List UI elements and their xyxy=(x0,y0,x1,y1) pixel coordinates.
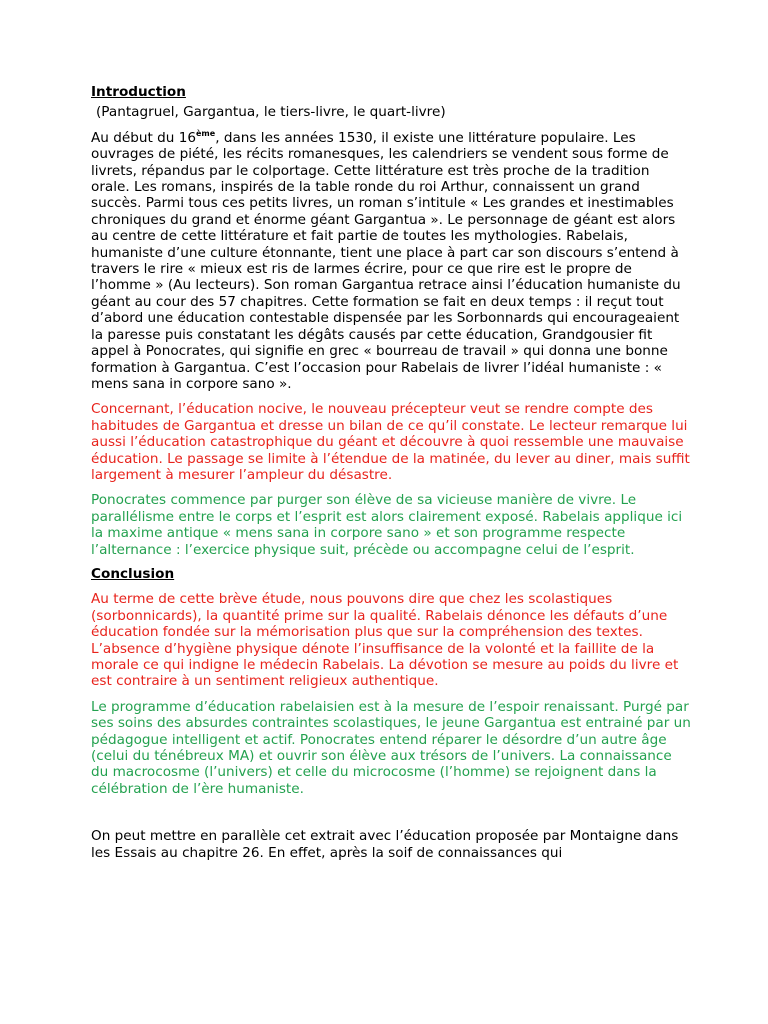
introduction-heading: Introduction xyxy=(91,84,186,100)
paragraph-text-start: Au début du 16 xyxy=(91,129,196,146)
green-paragraph-ponocrates: Ponocrates commence par purger son élève de sa vicieuse manière de vivre. Le parallélisme entre le corps et l’esprit est alors clairement exposé. Rabelais applique ici la maxime antique « mens sana in corpore sano » et son programme respecte l’alternance : l’exercice physique suit, précède ou accompagne celui de l’esprit. xyxy=(91,492,683,558)
conclusion-heading: Conclusion xyxy=(91,565,175,582)
superscript-eme: ème xyxy=(196,128,216,138)
final-paragraph-montaigne: On peut mettre en parallèle cet extrait avec l’éducation proposée par Montaigne dans les Essais au chapitre 26. En effet, après la soif de connaissances qui xyxy=(91,828,679,861)
introduction-paragraph xyxy=(91,130,691,393)
paragraph-text-rest: , dans les années 1530, il existe une littérature populaire. Les ouvrages de piété, les récits romanesques, les calendriers se vendent sous forme de livrets, répandus par le colportage. Cette littérature est très proche de la tradition orale. Les romans, inspirés de la table ronde du roi Arthur, connaissent un grand succès. Parmi tous ces petits livres, un roman s’intitule « Les grandes et inestimables chroniques du grand et énorme géant Gargantua ». Le personnage de géant est alors au centre de cette littérature et fait partie de toutes les mythologies. Rabelais, humaniste d’une culture étonnante, tient une place à part car son discours s’entend à travers le rire « mieux est ris de larmes écrire, pour ce que rire est le propre de l’homme » (Au lecteurs). Son roman Gargantua retrace ainsi l’éducation humaniste du géant au cour des 57 chapitres. Cette formation se fait en deux temps : il reçut tout d’abord une éducation contestable dispensée par les Sorbonnards qui encourageaient la paresse puis constatant les dégâts causés par cette éducation, Grandgousier fit appel à Ponocrates, qui signifie en grec « bourreau de travail » qui donna une bonne formation à Gargantua. C’est l’occasion pour Rabelais de livrer l’idéal humaniste : « mens sana in corpore sano ». xyxy=(91,129,681,392)
green-paragraph-conclusion: Le programme d’éducation rabelaisien est à la mesure de l’espoir renaissant. Purgé par ses soins des absurdes contraintes scolastiques, le jeune Gargantua est entrainé par un pédagogue intelligent et actif. Ponocrates entend réparer le désordre d’un autre âge (celui du ténébreux MA) et ouvrir son élève aux trésors de l’univers. La connaissance du macrocosme (l’univers) et celle du microcosme (l’homme) se rejoignent dans la célébration de l’ère humaniste. xyxy=(91,698,691,797)
introduction-subtitle: (Pantagruel, Gargantua, le tiers-livre, le quart-livre) xyxy=(96,104,446,121)
document-page xyxy=(91,84,691,861)
red-paragraph-education-nocive: Concernant, l’éducation nocive, le nouveau précepteur veut se rendre compte des habitudes de Gargantua et dresse un bilan de ce qu’il constate. Le lecteur remarque lui aussi l’éducation catastrophique du géant et découvre à quoi ressemble une mauvaise éducation. Le passage se limite à l’étendue de la matinée, du lever au diner, mais suffit largement à mesurer l’ampleur du désastre. xyxy=(91,401,690,483)
red-paragraph-conclusion: Au terme de cette brève étude, nous pouvons dire que chez les scolastiques (sorbonnicards), la quantité prime sur la qualité. Rabelais dénonce les défauts d’une éducation fondée sur la mémorisation plus que sur la compréhension des textes. L’absence d’hygiène physique dénote l’insuffisance de la volonté et la faillite de la morale ce qui indigne le médecin Rabelais. La dévotion se mesure au poids du livre et est contraire à un sentiment religieux authentique. xyxy=(91,591,679,690)
